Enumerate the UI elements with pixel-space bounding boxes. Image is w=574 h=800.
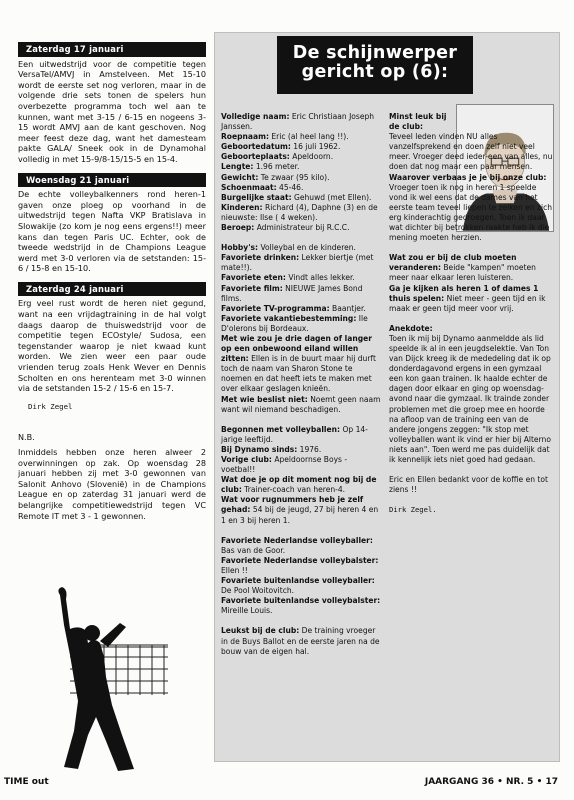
spotlight-title: [277, 36, 473, 94]
player-key: Favoriete Nederlandse volleybalster:: [221, 555, 379, 565]
leukst-line: [221, 626, 383, 656]
favorite-key: Hobby's:: [221, 243, 259, 253]
kijken-key: Ga je kijken als heren 1 of dames 1 thuis spelen:: [389, 283, 539, 303]
favorites-block: [221, 243, 383, 415]
minst-text: Teveel leden vinden NU alles vanzelfsprekend en doen zelf niet veel meer. Vroeger deed ieder-een van alles, nu doen dat nog maar een paar mensen.: [389, 132, 553, 172]
leukst-value: De training vroeger in de Buys Ballot en de eerste jaren na de bouw van de eigen hal.: [221, 626, 380, 656]
player-value: Ellen !!: [221, 565, 248, 575]
player-line: [221, 536, 383, 556]
profile-line: [221, 142, 383, 152]
profile-value: 16 juli 1962.: [290, 142, 341, 152]
veranderen-value: Beide "kampen" moeten meer naar elkaar leren luisteren.: [389, 263, 536, 283]
magazine-name: TIME out: [4, 777, 49, 787]
volleybal-value: 1976.: [297, 444, 322, 454]
favorite-line: [221, 284, 383, 304]
anekdote-label: [389, 324, 555, 334]
profile-key: Volledige naam:: [221, 112, 290, 121]
anekdote-key: Anekdote:: [389, 323, 433, 333]
club-column: [389, 112, 555, 515]
volleybal-line: [221, 495, 383, 525]
volleybal-line: [221, 475, 383, 495]
profile-line: [221, 112, 383, 132]
section-zaterdag-24: [18, 282, 206, 394]
kijken-value: Niet meer - geen tijd en ik maak er geen tijd meer voor vrij.: [389, 293, 546, 313]
profile-block: [221, 112, 383, 233]
volleybal-key: Bij Dynamo sinds:: [221, 444, 298, 454]
section-woensdag-21: [18, 173, 206, 274]
volleybal-line: [221, 425, 383, 445]
favorite-value: Lekker biertje (met mate!!).: [221, 253, 374, 273]
title-line-2: gericht op (6):: [301, 62, 449, 82]
waarover-value: Vroeger toen ik nog in heren 1 speelde vond ik wel eens dat de dames van het eerste team teveel liepen te zeiken en zich erg kinderachtig gedroegen. Toen ik daar wat dichter bij betrokken raakte heb ik die mening moeten herzien.: [389, 182, 553, 243]
favorite-line: [221, 253, 383, 273]
profile-line: [221, 183, 383, 193]
section-text: Een uitwedstrijd voor de competitie tegen VersaTel/AMVJ in Amstelveen. Met 15-10 wordt de eerste set nog verloren, maar in de volgende drie sets tonen de spelers hun overbezette programma toch wel aan te kunnen, want met 3-15 / 6-15 en nogeens 3-15 wordt AMVJ aan de kant geschoven. Nog meer feest deze dag, want het damesteam pakte GALA/ Sneek ook in de Dynamohal volledig in met 15-9/8-15/15-5 en 15-4.: [18, 58, 206, 164]
profile-key: Gewicht:: [221, 172, 259, 182]
profile-line: [221, 203, 383, 223]
date-heading: Zaterdag 17 januari: [18, 42, 206, 57]
favorite-line: [221, 395, 383, 415]
favorite-line: [221, 304, 383, 314]
minst-label: [389, 112, 453, 132]
profile-line: [221, 173, 383, 183]
issue-info: JAARGANG 36 • NR. 5 • 17: [424, 777, 558, 787]
nb-label: N.B.: [18, 432, 35, 443]
date-heading: Woensdag 21 januari: [18, 173, 206, 188]
profile-value: Te zwaar (95 kilo).: [258, 172, 330, 182]
profile-value: Eric (al heel lang !!).: [268, 132, 349, 142]
volleybal-line: [221, 445, 383, 455]
favorite-key: Favoriete vakantiebestemming:: [221, 313, 357, 323]
volleybal-key: Wat doe je op dit moment nog bij de club:: [221, 475, 377, 495]
player-key: Fovariete buitenlandse volleyballer:: [221, 576, 375, 586]
waarover-key: Waarover verbaas je je bij onze club:: [389, 172, 547, 182]
profile-key: Lengte:: [221, 162, 254, 172]
favorite-value: Ile D'olerons bij Bordeaux.: [221, 313, 368, 333]
profile-value: Richard (4), Daphne (3) en de nieuwste: Ilse ( 4 weken).: [221, 202, 378, 222]
favorite-value: Vindt alles lekker.: [285, 273, 355, 283]
date-heading: Zaterdag 24 januari: [18, 282, 206, 297]
favorite-key: Met wie zou je drie dagen of langer op een onbewoond eiland willen zitten:: [221, 333, 372, 364]
favorite-line: [221, 334, 383, 395]
veranderen-key: Wat zou er bij de club moeten veranderen:: [389, 253, 517, 273]
favorite-key: Favoriete film:: [221, 283, 283, 293]
player-line: [221, 596, 383, 616]
profile-line: [221, 152, 383, 162]
signature: Dirk Zegel: [28, 401, 73, 411]
favorite-key: Favoriete eten:: [221, 273, 286, 283]
profile-value: 45-46.: [276, 182, 304, 192]
profile-key: Geboorteplaats:: [221, 152, 290, 162]
profile-value: Eric Christiaan Joseph Janssen.: [221, 112, 375, 132]
players-block: [221, 536, 383, 617]
player-value: De Pool Woitovitch.: [221, 586, 295, 596]
volleybal-value: 54 bij de jeugd, 27 bij heren 4 en 1 en 3 bij heren 1.: [221, 505, 379, 525]
volleyball-player-illustration: [30, 585, 170, 775]
profile-key: Geboortedatum:: [221, 142, 291, 152]
nb-text: Inmiddels hebben onze heren alweer 2 overwinningen op zak. Op woensdag 28 januari hebben zij met 3-0 gewonnen van Salonit Anhovo (Slovenië) in de Champions League en op zaterdag 31 januari werd de belangrijke competitiewedstrijd tegen VC Remote IT met 3 - 1 gewonnen.: [18, 447, 206, 521]
veranderen-line: [389, 253, 555, 283]
player-key: Favoriete buitenlandse volleybalster:: [221, 596, 381, 606]
favorite-value: Volleybal en de kinderen.: [258, 243, 356, 253]
profile-value: 1.96 meter.: [253, 162, 300, 172]
profile-value: Apeldoorn.: [289, 152, 334, 162]
favorite-value: Noemt geen naam want wil niemand beschadigen.: [221, 394, 381, 414]
favorite-key: Favoriete drinken:: [221, 253, 300, 263]
player-line: [221, 556, 383, 576]
favorite-key: Favoriete TV-programma:: [221, 303, 330, 313]
profile-line: [221, 223, 383, 233]
volleybal-key: Vorige club:: [221, 455, 272, 464]
volleybal-value: Apeldoornse Boys - voetbal!!: [221, 455, 348, 475]
volleybal-key: Begonnen met volleyballen:: [221, 424, 341, 434]
volleybal-value: Op 14-jarige leeftijd.: [221, 424, 368, 444]
player-key: Favoriete Nederlandse volleyballer:: [221, 535, 373, 545]
favorite-value: Ellen is in de buurt maar hij durft toch de naam van Sharon Stone te noemen en dat heeft iets te maken met over elkaar geslagen knieën.: [221, 354, 376, 394]
section-text: De echte volleybalkenners rond heren-1 gaven onze ploeg op voorhand in de uitwedstrijd tegen Nafta VKP Bratislava in Slowakije (zo kom je nog eens ergens!!) meer kans dan tegen Paris UC. Echter, ook de tweede wedstrijd in de Champions League werd met 3-0 verloren via de setstanden: 15-6 / 15-8 en 15-10.: [18, 189, 206, 274]
thanks-text: Eric en Ellen bedankt voor de koffie en tot ziens !!: [389, 475, 548, 495]
section-text: Erg veel rust wordt de heren niet gegund, want na een vrijdagtraining in de hal volgt daags daarop de thuiswedstrijd voor de competitie tegen ECOstyle/ Sudosa, een tegenstander waarop je niet kwaad kunt worden. We zien weer een paar oude vrienden terug zoals Henk Wever en Dennis Scholten en ons herenteam met 3-0 winnen via de setstanden 15-2 / 15-6 en 15-7.: [18, 298, 206, 394]
player-value: Mireille Louis.: [221, 606, 273, 616]
profile-line: [221, 193, 383, 203]
profile-key: Burgelijke staat:: [221, 192, 292, 202]
left-column: [18, 42, 206, 529]
kijken-line: [389, 284, 555, 314]
favorite-value: Baantjer.: [329, 303, 366, 313]
profile-key: Roepnaam:: [221, 132, 269, 142]
profile-key: Kinderen:: [221, 202, 263, 212]
anekdote-text: Toen ik mij bij Dynamo aanmeldde als lid speelde ik al in een jeugdselektie. Van Ton van Dijck kreeg ik de mededeling dat ik op donderdagavond ergens in een gymzaal een kon gaan trainen. Ik haalde echter de dagen door elkaar en ging op woensdag-avond naar die gymzaal. Ik trainde zonder problemen met die groep mee en hoorde na afloop van de training een van de andere jongens zeggen: "Ik stop met volleyballen want ik vind er hier bij Alterno niets aan". Toen werd me pas duidelijk dat ik kennelijk iets niet goed had gedaan.: [389, 333, 551, 464]
profile-line: [221, 132, 383, 142]
favorite-line: [221, 273, 383, 283]
profile-value: Gehuwd (met Ellen).: [291, 192, 372, 202]
favorite-value: NIEUWE James Bond films.: [221, 283, 363, 303]
volleybal-key: Wat voor rugnummers heb je zelf gehad:: [221, 495, 364, 515]
leukst-key: Leukst bij de club:: [221, 626, 300, 636]
player-line: [221, 576, 383, 596]
profile-line: [221, 162, 383, 172]
profile-key: Beroep:: [221, 223, 255, 233]
favorite-key: Met wie beslist niet:: [221, 394, 308, 404]
signature: Dirk Zegel.: [389, 505, 437, 515]
volleybal-block: [221, 425, 383, 526]
volleybal-value: Trainer-coach van heren-4.: [241, 485, 346, 495]
section-zaterdag-17: [18, 42, 206, 165]
favorite-line: [221, 243, 383, 253]
volleybal-line: [221, 455, 383, 475]
profile-key: Schoenmaat:: [221, 182, 277, 192]
waarover-line: [389, 173, 555, 244]
minst-key: Minst leuk bij de club:: [389, 112, 447, 132]
player-value: Bas van de Goor.: [221, 545, 286, 555]
title-line-1: De schijnwerper: [292, 43, 458, 63]
favorite-line: [221, 314, 383, 334]
profile-column: [221, 112, 383, 657]
profile-value: Administrateur bij R.C.C.: [254, 223, 350, 233]
